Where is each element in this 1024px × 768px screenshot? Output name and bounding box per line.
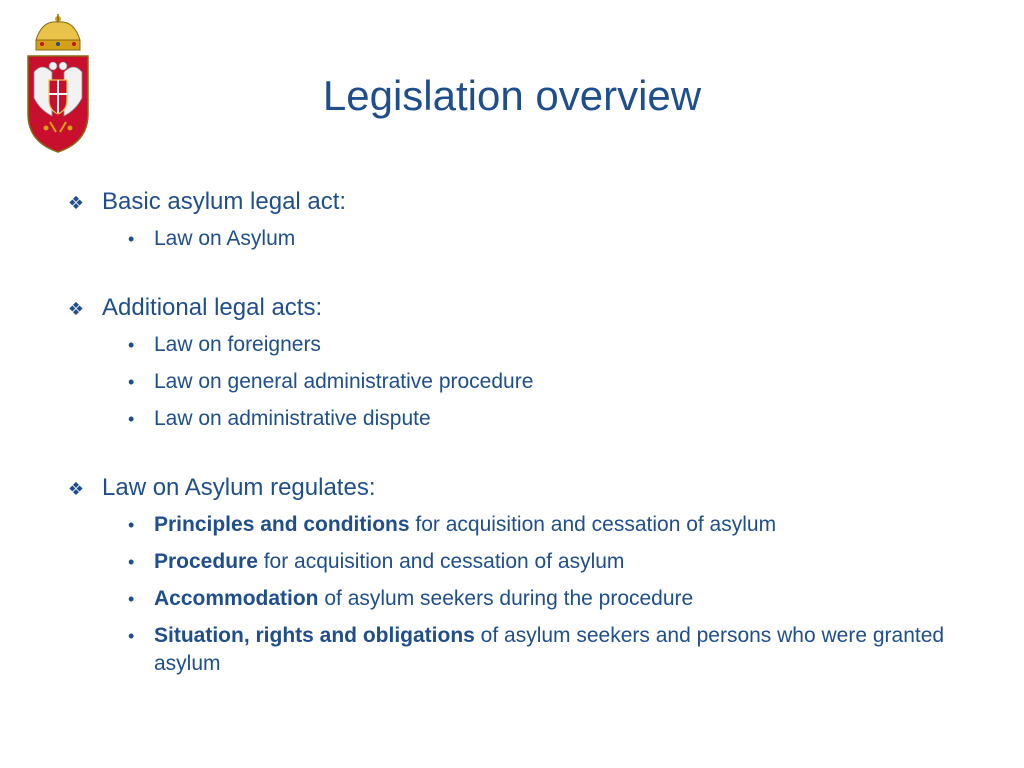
list-item-text [154,622,964,678]
list-item [64,511,984,539]
list-item-text [154,405,964,433]
dot-bullet-icon: • [128,409,135,429]
list-item [64,622,984,678]
slide-title: Legislation overview [322,72,702,119]
dot-bullet-icon: • [128,626,135,646]
diamond-bullet-icon: ❖ [67,479,85,499]
list-item-rest: for acquisition and cessation of asylum [257,550,625,573]
list-item-rest: Law on foreigners [154,333,321,356]
dot-bullet-icon: • [128,335,135,355]
dot-bullet-icon: • [128,372,135,392]
list-item-text [154,331,964,359]
dot-bullet-icon: • [128,589,135,609]
list-item [64,368,984,396]
list-item-bold: Principles and conditions [154,513,410,536]
section-additional-legal-acts [64,286,984,433]
list-item-rest: of asylum seekers during the procedure [318,587,694,610]
list-item-rest: of asylum seekers and persons who were granted asylum [154,624,945,675]
dot-bullet-icon: • [128,229,135,249]
section-heading-row [64,466,984,511]
list-item-bold: Accommodation [154,587,319,610]
list-item-bold: Procedure [154,550,258,573]
slide-content [64,180,984,687]
list-item-rest: Law on administrative dispute [154,407,431,430]
list-item-text [154,548,964,576]
section-heading: Law on Asylum regulates: [102,474,376,501]
list-item-rest: Law on general administrative procedure [154,370,534,393]
list-item [64,405,984,433]
diamond-bullet-icon: ❖ [67,193,85,213]
list-item [64,331,984,359]
section-heading-row [64,286,984,331]
list-item-text [154,511,964,539]
section-heading: Basic asylum legal act: [102,188,347,215]
section-items [64,511,984,678]
list-item-text [154,585,964,613]
section-heading: Additional legal acts: [102,294,323,321]
list-item-bold: Situation, rights and obligations [154,624,475,647]
list-item-rest: Law on Asylum [154,227,296,250]
section-items [64,225,984,253]
section-items [64,331,984,433]
list-item [64,585,984,613]
section-basic-asylum-legal-act [64,180,984,253]
crown-icon [36,14,80,50]
list-item [64,225,984,253]
diamond-bullet-icon: ❖ [67,299,85,319]
list-item [64,548,984,576]
list-item-rest: for acquisition and cessation of asylum [409,513,777,536]
dot-bullet-icon: • [128,515,135,535]
list-item-text [154,368,964,396]
section-heading-row [64,180,984,225]
section-law-on-asylum-regulates [64,466,984,678]
list-item-text [154,225,964,253]
dot-bullet-icon: • [128,552,135,572]
